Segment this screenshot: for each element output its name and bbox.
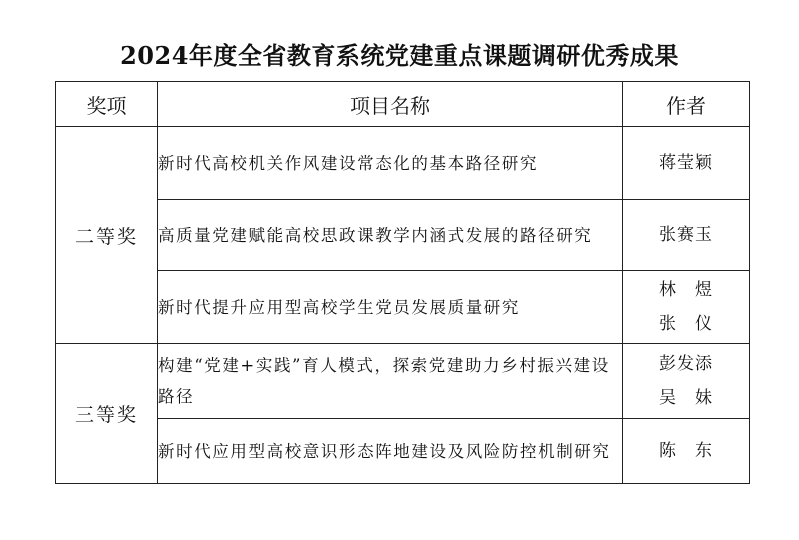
author-cell xyxy=(623,127,750,200)
author-name: 张 仪 xyxy=(659,314,713,334)
project-name: 高质量党建赋能高校思政课教学内涵式发展的路径研究 xyxy=(158,200,623,271)
author-name: 张赛玉 xyxy=(659,225,713,245)
table-row xyxy=(56,344,750,419)
project-name: 新时代提升应用型高校学生党员发展质量研究 xyxy=(158,271,623,344)
author-cell xyxy=(623,271,750,344)
author-name: 林 煜 xyxy=(659,280,713,300)
header-award: 奖项 xyxy=(56,82,158,127)
author-name: 陈 东 xyxy=(659,441,713,461)
table-row xyxy=(56,419,750,484)
table-row xyxy=(56,127,750,200)
author-name: 吴 妹 xyxy=(659,388,713,408)
table-row xyxy=(56,200,750,271)
award-second-prize: 二等奖 xyxy=(56,127,158,344)
project-name: 构建“党建+实践”育人模式，探索党建助力乡村振兴建设路径 xyxy=(158,344,623,419)
author-name: 彭发添 xyxy=(659,354,713,374)
table-header-row xyxy=(56,82,750,127)
project-name: 新时代应用型高校意识形态阵地建设及风险防控机制研究 xyxy=(158,419,623,484)
project-name: 新时代高校机关作风建设常态化的基本路径研究 xyxy=(158,127,623,200)
header-author: 作者 xyxy=(623,82,750,127)
award-third-prize: 三等奖 xyxy=(56,344,158,484)
author-cell xyxy=(623,419,750,484)
awards-table xyxy=(55,81,750,484)
author-cell xyxy=(623,200,750,271)
page-title: 2024年度全省教育系统党建重点课题调研优秀成果 xyxy=(120,41,679,70)
table-row xyxy=(56,271,750,344)
author-name: 蒋莹颖 xyxy=(659,153,713,173)
author-cell xyxy=(623,344,750,419)
header-project: 项目名称 xyxy=(158,82,623,127)
